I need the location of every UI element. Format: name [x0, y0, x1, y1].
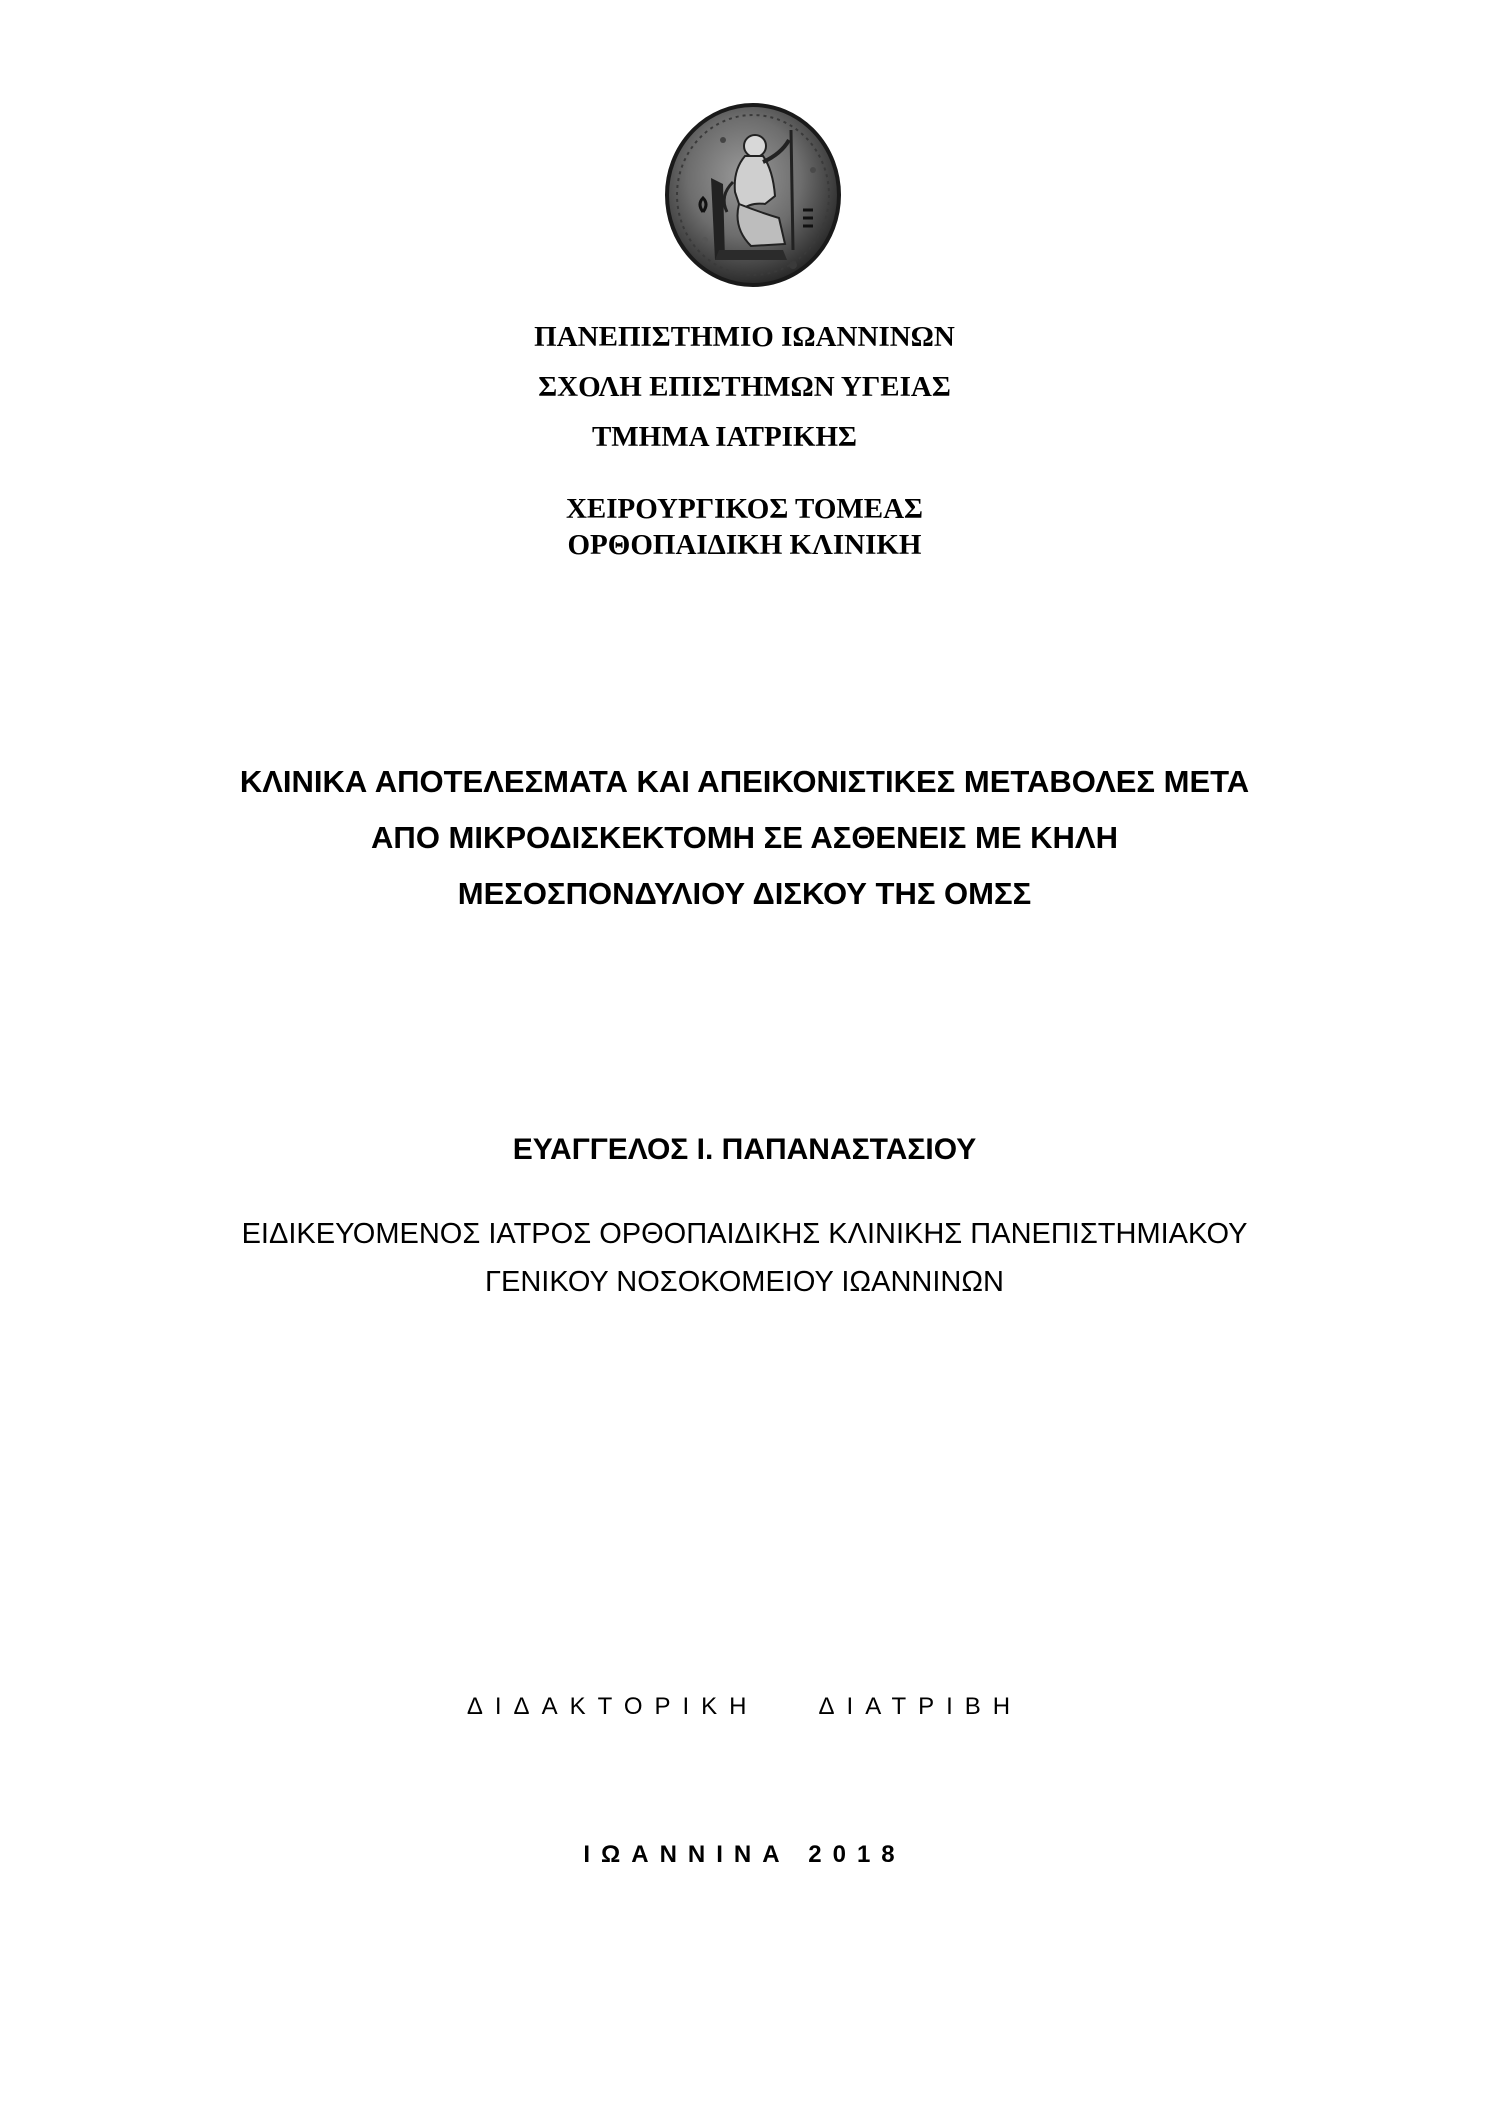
title-line-1: ΚΛΙΝΙΚΑ ΑΠΟΤΕΛΕΣΜΑΤΑ ΚΑΙ ΑΠΕΙΚΟΝΙΣΤΙΚΕΣ ΜΕΤΑΒΟΛΕΣ ΜΕΤΑ [239, 764, 1250, 799]
affiliation-line-1: ΕΙΔΙΚΕΥΟΜΕΝΟΣ ΙΑΤΡΟΣ ΟΡΘΟΠΑΙΔΙΚΗΣ ΚΛΙΝΙΚΗΣ ΠΑΝΕΠΙΣΤΗΜΙΑΚΟΥ [241, 1218, 1248, 1250]
sector-block [0, 491, 1489, 563]
sector-name: ΧΕΙΡΟΥΡΓΙΚΟΣ ΤΟΜΕΑΣ [565, 493, 924, 525]
document-type [0, 1690, 1489, 1724]
university-name: ΠΑΝΕΠΙΣΤΗΜΙΟ ΙΩΑΝΝΙΝΩΝ [534, 321, 955, 353]
document-type-word-1: ΔΙΔΑΚΤΟΡΙΚΗ [466, 1693, 759, 1720]
school-name: ΣΧΟΛΗ ΕΠΙΣΤΗΜΩΝ ΥΓΕΙΑΣ [538, 371, 951, 403]
department-name: ΤΜΗΜΑ ΙΑΤΡΙΚΗΣ [591, 421, 858, 453]
university-seal-icon [663, 100, 843, 290]
place-and-year: ΙΩΑΝΝΙΝΑ 2018 [583, 1841, 906, 1868]
document-type-word-2: ΔΙΑΤΡΙΒΗ [818, 1693, 1023, 1720]
affiliation-line-2: ΓΕΝΙΚΟΥ ΝΟΣΟΚΟΜΕΙΟΥ ΙΩΑΝΝΙΝΩΝ [485, 1266, 1004, 1298]
title-line-3: ΜΕΣΟΣΠΟΝΔΥΛΙΟΥ ΔΙΣΚΟΥ ΤΗΣ ΟΜΣΣ [457, 876, 1032, 911]
title-line-2: ΑΠΟ ΜΙΚΡΟΔΙΣΚΕΚΤΟΜΗ ΣΕ ΑΣΘΕΝΕΙΣ ΜΕ ΚΗΛΗ [371, 820, 1118, 855]
author-affiliation [0, 1210, 1489, 1306]
dissertation-title [0, 754, 1489, 922]
institution-block [0, 312, 1489, 462]
author-name: ΕΥΑΓΓΕΛΟΣ Ι. ΠΑΠΑΝΑΣΤΑΣΙΟΥ [512, 1133, 977, 1166]
clinic-name: ΟΡΘΟΠΑΙΔΙΚΗ ΚΛΙΝΙΚΗ [567, 529, 922, 561]
